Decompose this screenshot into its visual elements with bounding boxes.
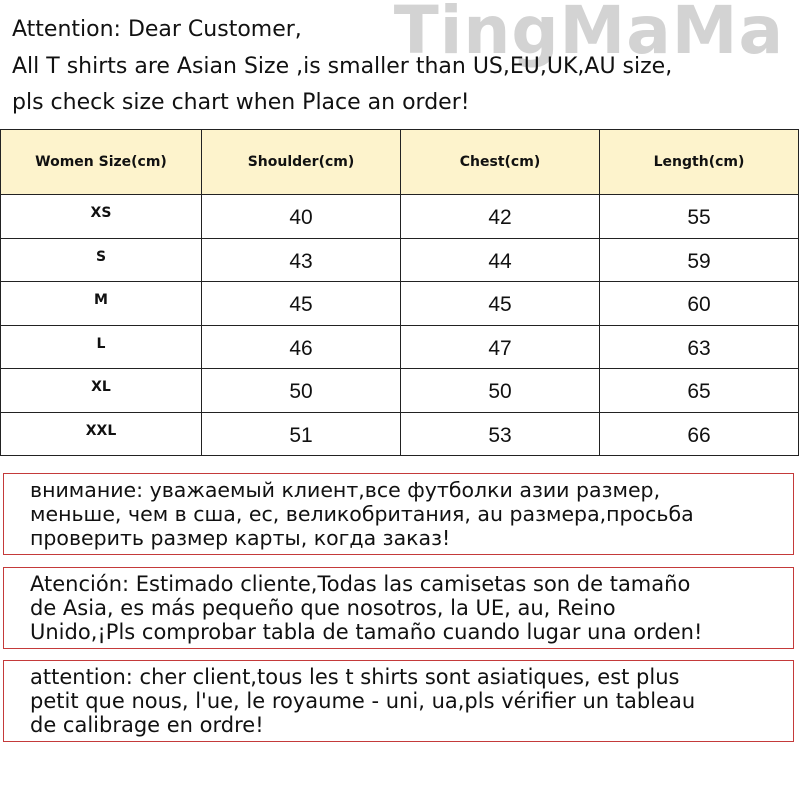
header-shoulder: Shoulder(cm) [202, 130, 401, 195]
chest-value: 42 [401, 195, 600, 239]
notice-line: внимание: уважаемый клиент,все футболки азии размер, [30, 478, 661, 502]
intro-line-size-info: All T shirts are Asian Size ,is smaller than US,EU,UK,AU size, [12, 53, 673, 79]
chest-value: 53 [401, 412, 600, 456]
chest-value: 45 [401, 282, 600, 326]
table-row [1, 369, 799, 413]
header-women-size: Women Size(cm) [1, 130, 202, 195]
shoulder-value: 50 [202, 369, 401, 413]
chest-value: 47 [401, 325, 600, 369]
length-value: 63 [600, 325, 799, 369]
shoulder-value: 40 [202, 195, 401, 239]
intro-line-instruction: pls check size chart when Place an order! [12, 90, 470, 115]
table-row [1, 412, 799, 456]
notice-line: Unido,¡Pls comprobar tabla de tamaño cuando lugar una orden! [30, 620, 703, 644]
chest-value: 44 [401, 238, 600, 282]
shoulder-value: 45 [202, 282, 401, 326]
notice-line: de calibrage en ordre! [30, 713, 264, 737]
length-value: 59 [600, 238, 799, 282]
length-value: 55 [600, 195, 799, 239]
size-label: XXL [1, 412, 202, 456]
notice-line: de Asia, es más pequeño que nosotros, la UE, au, Reino [30, 596, 616, 620]
notice-line: Atención: Estimado cliente,Todas las camisetas son de tamaño [30, 572, 691, 596]
size-label: L [1, 325, 202, 369]
length-value: 66 [600, 412, 799, 456]
intro-line-greeting: Attention: Dear Customer, [12, 17, 302, 42]
header-length: Length(cm) [600, 130, 799, 195]
header-chest: Chest(cm) [401, 130, 600, 195]
table-row [1, 282, 799, 326]
table-row [1, 325, 799, 369]
notice-line: petit que nous, l'ue, le royaume - uni, ua,pls vérifier un tableau [30, 689, 696, 713]
chest-value: 50 [401, 369, 600, 413]
notice-line: меньше, чем в сша, ес, великобритания, au размера,просьба [30, 502, 694, 526]
size-label: M [1, 282, 202, 326]
length-value: 60 [600, 282, 799, 326]
notice-french [3, 660, 794, 742]
notice-line: проверить размер карты, когда заказ! [30, 526, 451, 550]
intro-notice [12, 12, 792, 122]
table-row [1, 195, 799, 239]
watermark-text: TingMaMa [393, 0, 784, 69]
notice-russian [3, 473, 794, 555]
shoulder-value: 46 [202, 325, 401, 369]
size-chart-table [0, 129, 799, 456]
size-label: S [1, 238, 202, 282]
table-header-row [1, 130, 799, 195]
notice-spanish [3, 567, 794, 649]
notice-line: attention: cher client,tous les t shirts sont asiatiques, est plus [30, 665, 680, 689]
shoulder-value: 51 [202, 412, 401, 456]
shoulder-value: 43 [202, 238, 401, 282]
size-label: XS [1, 195, 202, 239]
size-label: XL [1, 369, 202, 413]
table-row [1, 238, 799, 282]
length-value: 65 [600, 369, 799, 413]
